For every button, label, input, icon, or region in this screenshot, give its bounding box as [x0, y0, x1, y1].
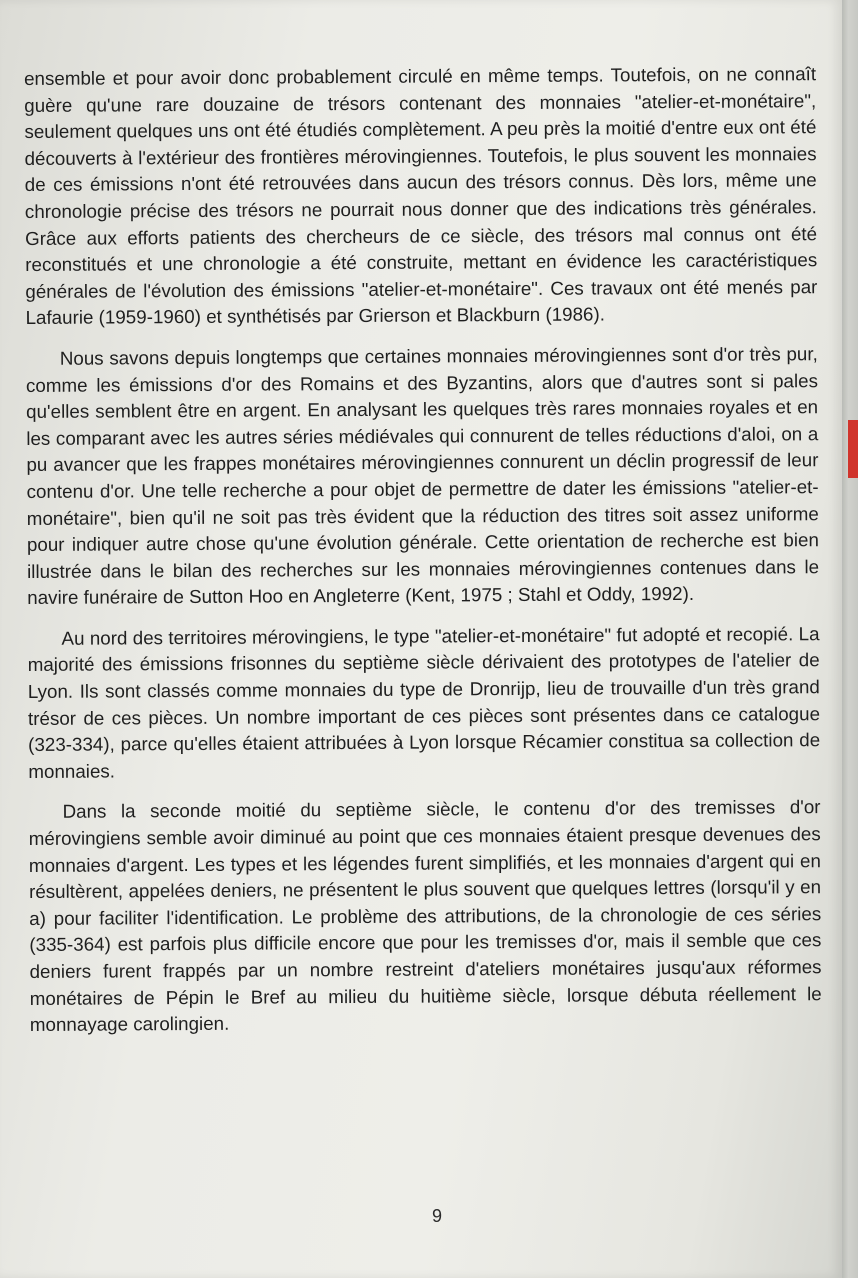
body-text: [24, 61, 822, 1053]
red-bookmark-tab: [848, 420, 858, 478]
page-number: 9: [431, 1206, 442, 1226]
paragraph-3: Au nord des territoires mérovingiens, le type "atelier-et-monétaire" fut adopté et recopié. La majorité des émissions frisonnes du septième siècle dérivaient des prototypes de l'atelier de Lyon. Ils sont classés comme monnaies du type de Dronrijp, lieu de trouvaille d'un très grand trésor de ces pièces. Un nombre important de ces pièces sont présentes dans ce catalogue (323-334), parce qu'elles étaient attribuées à Lyon lorsque Récamier constitua sa collection de monnaies.: [27, 623, 821, 782]
paragraph-4: Dans la seconde moitié du septième siècle, le contenu d'or des tremisses d'or mérovingiens semble avoir diminué au point que ces monnaies étaient presque devenues des monnaies d'argent. Les types et les légendes furent simplifiés, et les monnaies d'argent qui en résultèrent, appelées deniers, ne présentent le plus souvent que quelques lettres (lorsqu'il y en a) pour faciliter l'identification. Le problème des attributions, de la chronologie de ces séries (335-364) est parfois plus difficile encore que pour les tremisses d'or, mais il semble que ces deniers furent frappés par un nombre restreint d'ateliers monétaires jusqu'aux réformes monétaires de Pépin le Bref au milieu du huitième siècle, lorsque débuta réellement le monnayage carolingien.: [28, 796, 822, 1036]
paragraph-1: ensemble et pour avoir donc probablement circulé en même temps. Toutefois, on ne connaît guère qu'une rare douzaine de trésors contenant des monnaies "atelier-et-monétaire", seulement quelques uns ont été étudiés complètement. A peu près la moitié d'entre eux ont été découverts à l'extérieur des frontières mérovingiennes. Toutefois, le plus souvent les monnaies de ces émissions n'ont été retrouvées dans aucun des trésors connus. Dès lors, même une chronologie précise des trésors ne pourrait nous donner que des indications très générales. Grâce aux efforts patients des chercheurs de ce siècle, des trésors mal connus ont été reconstitués et une chronologie a été construite, mettant en évidence les caractéristiques générales de l'évolution des émissions "atelier-et-monétaire". Ces travaux ont été menés par Lafaurie (1959-1960) et synthétisés par Grierson et Blackburn (1986).: [24, 63, 818, 329]
page-edge: [842, 0, 858, 1278]
paragraph-2: Nous savons depuis longtemps que certaines monnaies mérovingiennes sont d'or très pur, comme les émissions d'or des Romains et des Byzantins, alors que d'autres sont si pales qu'elles semblent être en argent. En analysant les quelques très rares monnaies royales et en les comparant avec les autres séries médiévales qui connurent de telles réductions d'aloi, on a pu avancer que les frappes monétaires mérovingiennes connurent un déclin progressif de leur contenu d'or. Une telle recherche a pour objet de permettre de dater les émissions "atelier-et-monétaire", bien qu'il ne soit pas très évident que la réduction des titres soit assez uniforme pour indiquer autre chose qu'une évolution générale. Cette orientation de recherche est bien illustrée dans le bilan des recherches sur les monnaies mérovingiennes contenues dans le navire funéraire de Sutton Hoo en Angleterre (Kent, 1975 ; Stahl et Oddy, 1992).: [25, 343, 820, 609]
